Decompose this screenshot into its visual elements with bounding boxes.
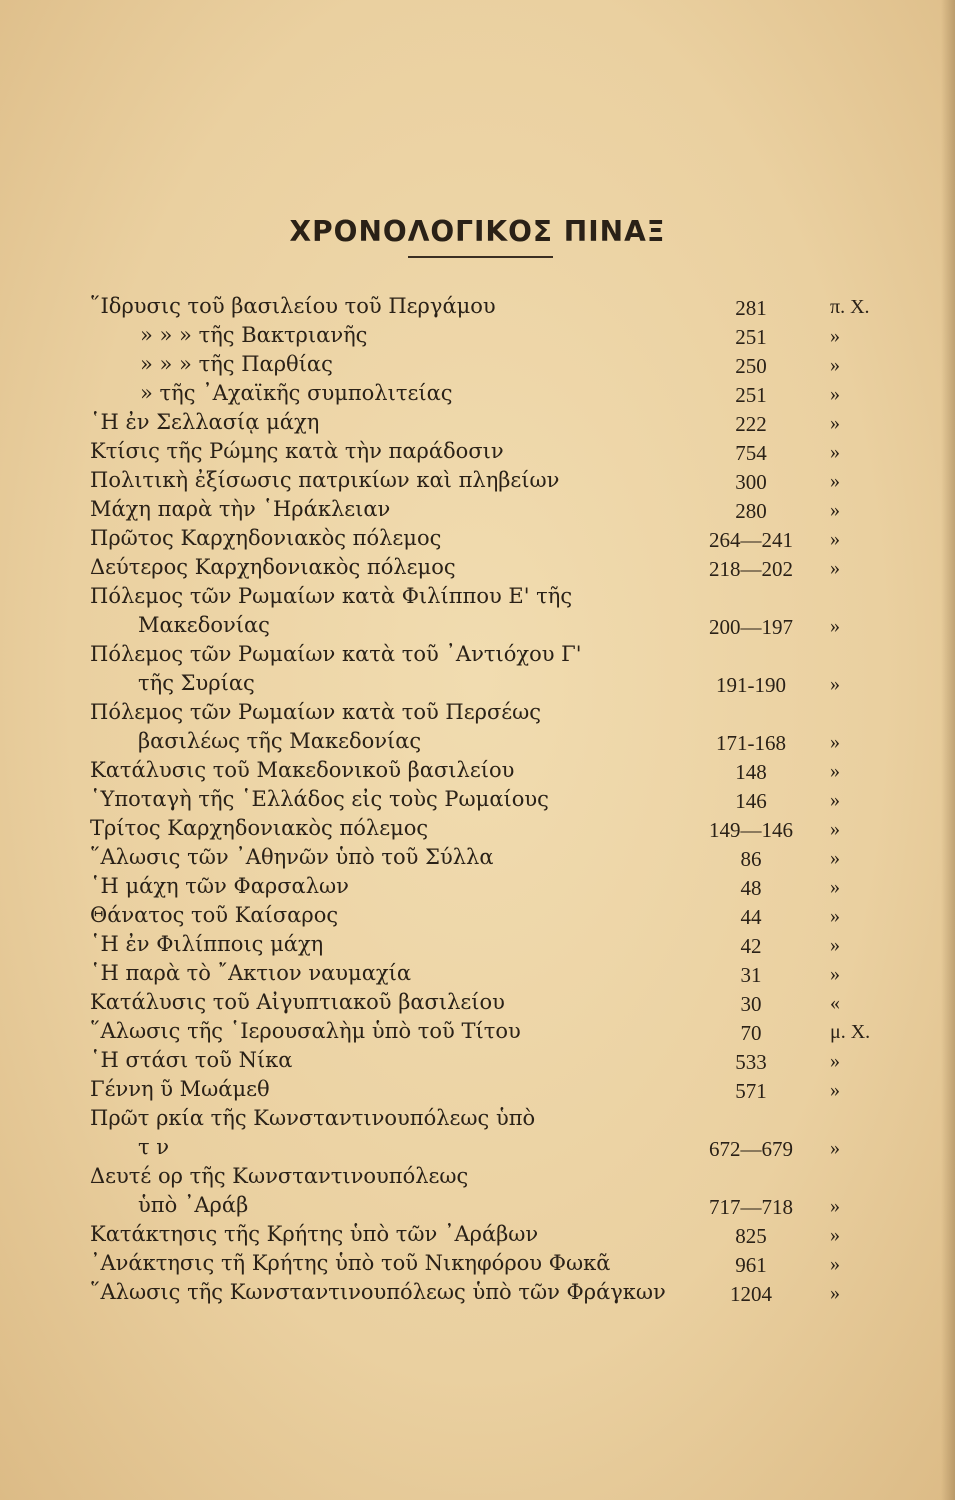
chronology-row [90, 698, 890, 756]
event-year: 86 [740, 847, 762, 871]
event-year: 31 [740, 963, 762, 987]
title-underline [408, 256, 553, 258]
era-marker: » [830, 760, 840, 782]
era-marker: » [830, 1282, 840, 1304]
chronology-row [90, 582, 890, 640]
event-text: ῾Η ἐν Φιλίπποις μάχη [90, 932, 324, 956]
event-text-continued: βασιλέως τῆς Μακεδονίας [138, 729, 422, 753]
event-year: 222 [735, 412, 767, 436]
event-year: 149—146 [709, 818, 793, 842]
chronology-row [90, 756, 890, 785]
chronology-row [90, 495, 890, 524]
era-marker: » [830, 934, 840, 956]
event-text: ῞Ιδρυσις τοῦ βασιλείου τοῦ Περγάμου [90, 294, 496, 318]
chronology-row [90, 553, 890, 582]
event-year: 281 [735, 296, 767, 320]
event-year: 717—718 [709, 1195, 793, 1219]
era-marker: » [830, 1050, 840, 1072]
era-marker: » [830, 673, 840, 695]
era-marker: » [830, 470, 840, 492]
event-text: ῞Αλωσις τῆς ῾Ιερουσαλὴμ ὑπὸ τοῦ Τίτου [90, 1019, 521, 1043]
era-marker: » [830, 615, 840, 637]
event-text: ᾿Ανάκτησις τῆ Κρήτης ὑπὸ τοῦ Νικηφόρου Φωκᾶ [90, 1251, 611, 1275]
era-marker: » [830, 528, 840, 550]
event-text-continued: τ ν [138, 1135, 170, 1159]
chronology-row [90, 466, 890, 495]
event-year: 251 [735, 325, 767, 349]
era-marker: » [830, 963, 840, 985]
era-marker: μ. Χ. [830, 1021, 871, 1043]
event-year: 146 [735, 789, 767, 813]
chronology-row [90, 988, 890, 1017]
chronology-row [90, 872, 890, 901]
event-year: 48 [740, 876, 762, 900]
chronology-row [90, 321, 890, 350]
chronology-row [90, 843, 890, 872]
era-marker: » [830, 383, 840, 405]
era-marker: » [830, 441, 840, 463]
era-marker: » [830, 1253, 840, 1275]
event-year: 148 [735, 760, 767, 784]
event-text: » » » τῆς Βακτριανῆς [140, 323, 368, 347]
event-year: 171-168 [716, 731, 786, 755]
event-year: 533 [735, 1050, 767, 1074]
chronology-row [90, 959, 890, 988]
event-text: » » » τῆς Παρθίας [140, 352, 333, 376]
chronology-row [90, 814, 890, 843]
chronology-row [90, 524, 890, 553]
event-text: ῾Υποταγὴ τῆς ῾Ελλάδος εἰς τοὺς Ρωμαίους [90, 787, 549, 811]
event-text: Θάνατος τοῦ Καίσαρος [90, 903, 339, 927]
chronology-row [90, 1046, 890, 1075]
era-marker: » [830, 905, 840, 927]
event-year: 44 [740, 905, 762, 929]
era-marker: » [830, 1137, 840, 1159]
chronology-table [90, 292, 890, 1307]
era-marker: » [830, 1079, 840, 1101]
event-text: Γέννη ῦ Μωάμεθ [90, 1077, 270, 1101]
event-year: 251 [735, 383, 767, 407]
event-text: ῞Αλωσις τῶν ᾿Αθηνῶν ὑπὸ τοῦ Σύλλα [90, 845, 494, 869]
chronology-row [90, 901, 890, 930]
era-marker: » [830, 354, 840, 376]
chronology-row [90, 1162, 890, 1220]
event-text-continued: Μακεδονίας [138, 613, 270, 637]
era-marker: » [830, 789, 840, 811]
chronology-row [90, 379, 890, 408]
era-marker: » [830, 847, 840, 869]
event-text: Πρῶτος Καρχηδονιακὸς πόλεμος [90, 526, 442, 550]
chronology-row [90, 640, 890, 698]
event-text: Πόλεμος τῶν Ρωμαίων κατὰ τοῦ Περσέως [90, 700, 542, 724]
era-marker: » [830, 731, 840, 753]
event-text: ῾Η παρὰ τὸ ῎Ακτιον ναυμαχία [90, 961, 412, 985]
chronology-row [90, 1104, 890, 1162]
era-marker: » [830, 818, 840, 840]
event-year: 280 [735, 499, 767, 523]
event-text: Κατάκτησις τῆς Κρήτης ὑπὸ τῶν ᾿Αράβων [90, 1222, 539, 1246]
era-marker: » [830, 499, 840, 521]
era-marker: » [830, 1195, 840, 1217]
event-text: Πόλεμος τῶν Ρωμαίων κατὰ τοῦ ᾿Αντιόχου Γ' [90, 642, 582, 666]
event-year: 672—679 [709, 1137, 793, 1161]
event-text: Μάχη παρὰ τὴν ῾Ηράκλειαν [90, 497, 391, 521]
era-marker: » [830, 876, 840, 898]
event-text-continued: τῆς Συρίας [138, 671, 255, 695]
era-marker: » [830, 325, 840, 347]
era-marker: » [830, 1224, 840, 1246]
chronology-row [90, 408, 890, 437]
event-text: Κατάλυσις τοῦ Μακεδονικοῦ βασιλείου [90, 758, 515, 782]
era-marker: » [830, 412, 840, 434]
era-marker: π. Χ. [830, 296, 870, 318]
event-text: Πολιτικὴ ἐξίσωσις πατρικίων καὶ πληβείων [90, 468, 560, 492]
event-year: 961 [735, 1253, 767, 1277]
event-year: 825 [735, 1224, 767, 1248]
event-text: Τρίτος Καρχηδονιακὸς πόλεμος [90, 816, 429, 840]
event-text: » τῆς ᾿Αχαϊκῆς συμπολιτείας [140, 381, 453, 405]
event-text: Πρῶτ ρκία τῆς Κωνσταντινουπόλεως ὑπὸ [90, 1106, 536, 1130]
chronology-row [90, 1278, 890, 1307]
event-text-continued: ὑπὸ ᾿Αράβ [138, 1193, 249, 1217]
chronology-row [90, 292, 890, 321]
chronology-row [90, 785, 890, 814]
event-text: ῾Η μάχη τῶν Φαρσαλων [90, 874, 349, 898]
page-title: ΧΡΟΝΟΛΟΓΙΚΟΣ ΠΙΝΑΞ [289, 214, 666, 248]
event-year: 1204 [730, 1282, 772, 1306]
chronology-row [90, 1075, 890, 1104]
era-marker: » [830, 557, 840, 579]
event-text: ῞Αλωσις τῆς Κωνσταντινουπόλεως ὑπὸ τῶν Φράγκων [90, 1280, 666, 1304]
event-year: 571 [735, 1079, 767, 1103]
event-text: ῾Η ἐν Σελλασίᾳ μάχη [90, 410, 320, 434]
event-text: ῾Η στάσι τοῦ Νίκα [90, 1048, 293, 1072]
event-year: 70 [740, 1021, 762, 1045]
chronology-row [90, 1220, 890, 1249]
event-year: 200—197 [709, 615, 793, 639]
event-text: Κτίσις τῆς Ρώμης κατὰ τὴν παράδοσιν [90, 439, 504, 463]
event-year: 250 [735, 354, 767, 378]
chronology-row [90, 930, 890, 959]
event-year: 218—202 [709, 557, 793, 581]
event-text: Δευτέ ορ τῆς Κωνσταντινουπόλεως [90, 1164, 469, 1188]
event-text: Κατάλυσις τοῦ Αἰγυπτιακοῦ βασιλείου [90, 990, 505, 1014]
era-marker: « [830, 992, 840, 1014]
chronology-row [90, 350, 890, 379]
chronology-row [90, 1249, 890, 1278]
chronology-row [90, 437, 890, 466]
event-year: 42 [740, 934, 762, 958]
event-text: Δεύτερος Καρχηδονιακὸς πόλεμος [90, 555, 456, 579]
event-year: 264—241 [709, 528, 793, 552]
event-text: Πόλεμος τῶν Ρωμαίων κατὰ Φιλίππου Ε' τῆς [90, 584, 573, 608]
event-year: 754 [735, 441, 767, 465]
event-year: 191-190 [716, 673, 786, 697]
event-year: 30 [740, 992, 762, 1016]
event-year: 300 [735, 470, 767, 494]
chronology-row [90, 1017, 890, 1046]
